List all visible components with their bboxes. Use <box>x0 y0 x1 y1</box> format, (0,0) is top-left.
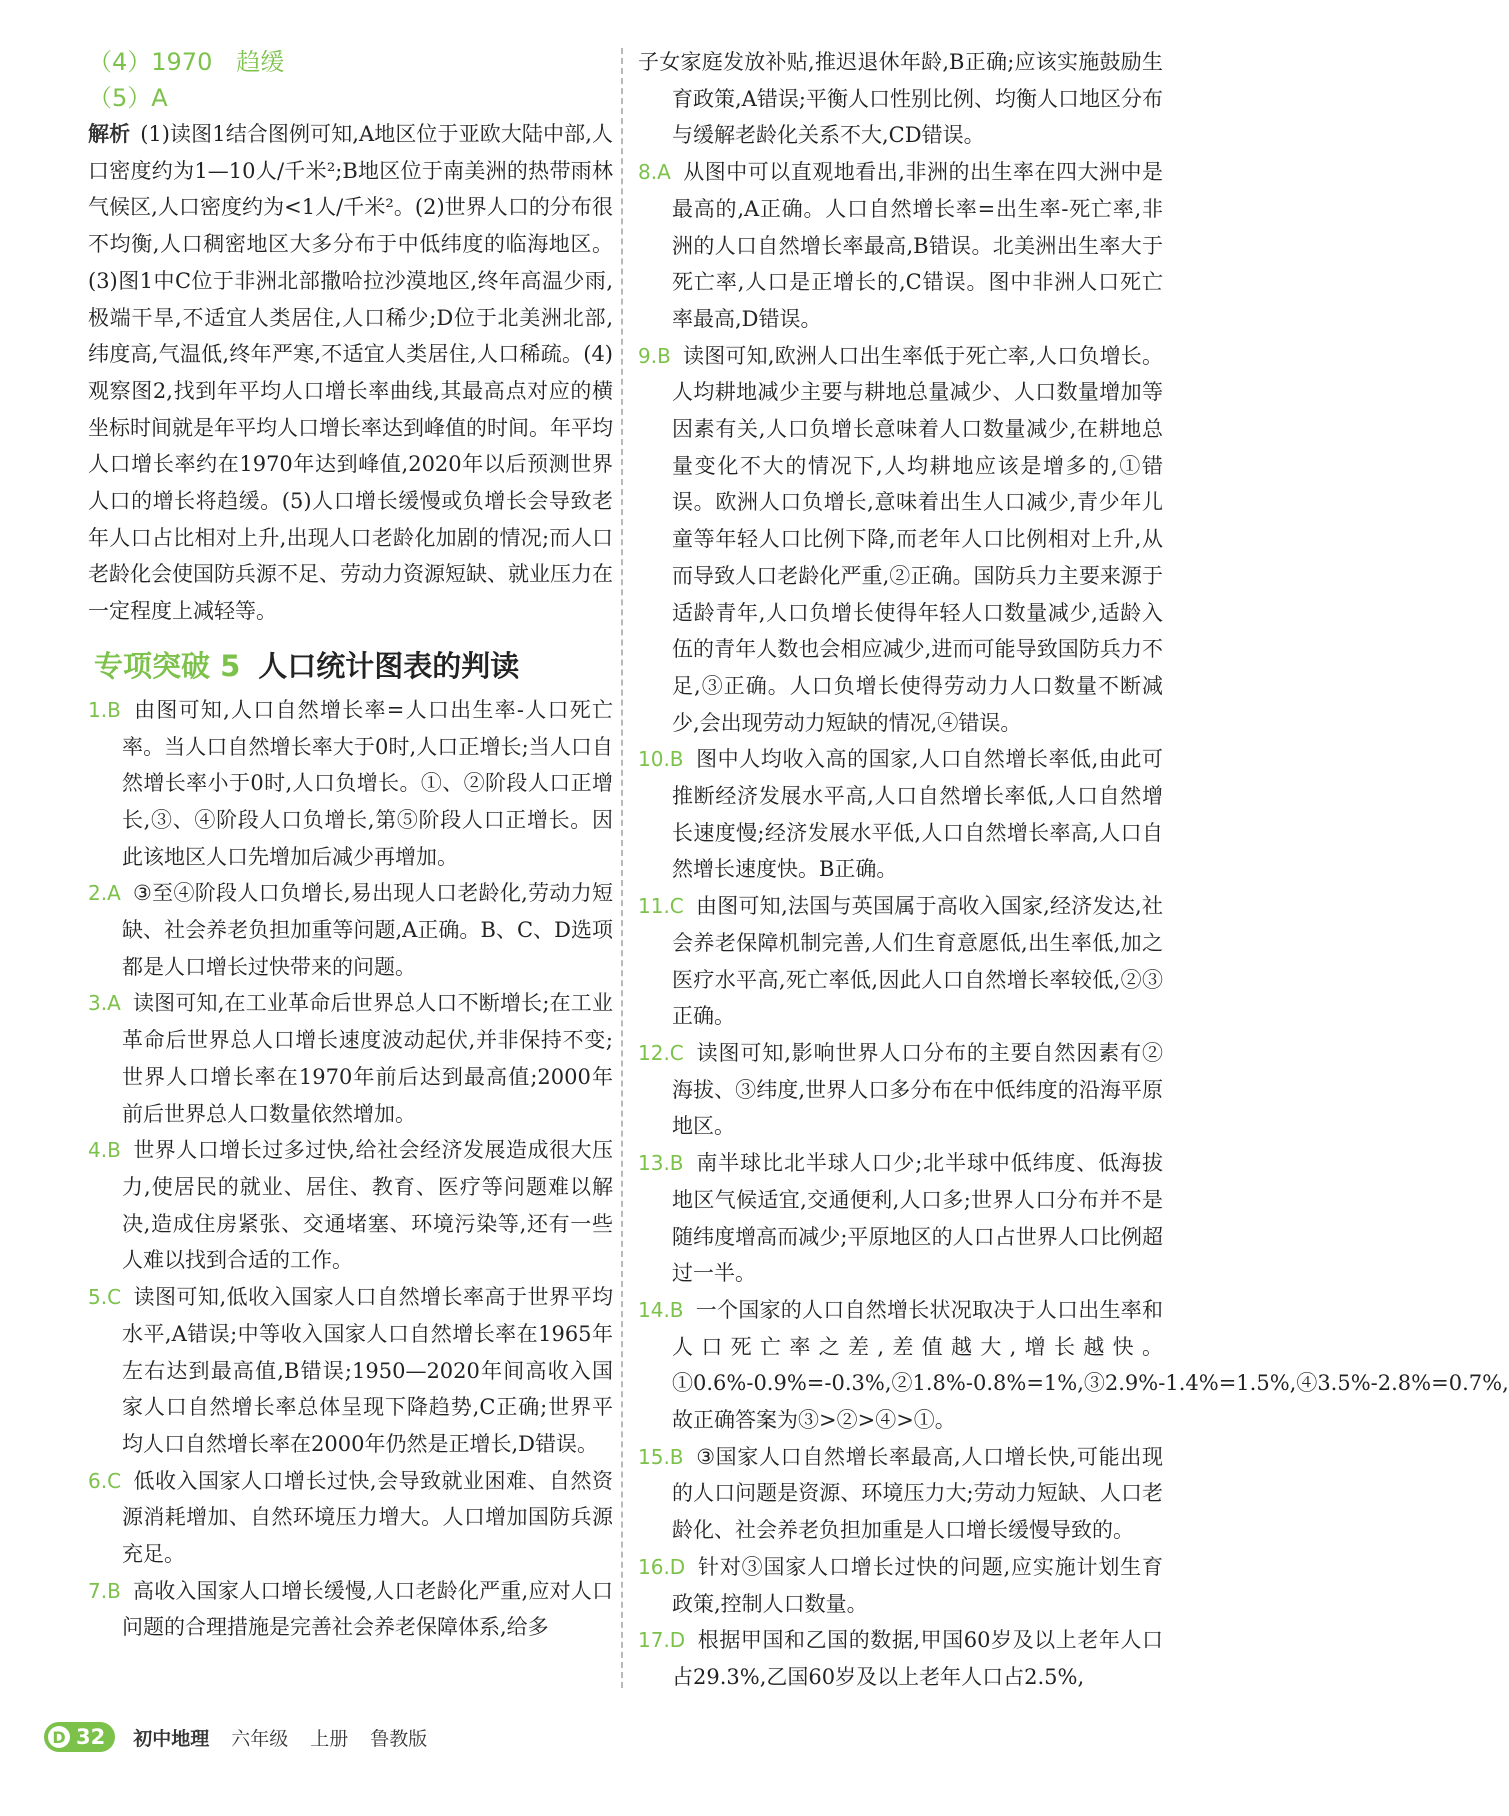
item-text: 由图可知,法国与英国属于高收入国家,经济发达,社会养老保障机制完善,人们生育意愿低,出生率低,加之医疗水平高,死亡率低,因此人口自然增长率较低,②③正确。 <box>672 894 1163 1029</box>
item-number: 16.D <box>638 1554 686 1579</box>
item-number: 7.B <box>88 1578 121 1603</box>
section-prefix: 专项突破 5 <box>94 648 241 683</box>
badge-letter: D <box>48 1726 70 1748</box>
section-title: 人口统计图表的判读 <box>258 648 520 683</box>
answer-item <box>88 1463 613 1573</box>
item-text: 图中人均收入高的国家,人口自然增长率低,由此可推断经济发展水平高,人口自然增长率低,人口自然增长速度慢;经济发展水平低,人口自然增长率高,人口自然增长速度快。B正确。 <box>672 747 1163 882</box>
analysis-text: (1)读图1结合图例可知,A地区位于亚欧大陆中部,人口密度约为1—10人/千米²;B地区位于南美洲的热带雨林气候区,人口密度约为<1人/千米²。(2)世界人口的分布很不均衡,人口稠密地区大多分布于中低纬度的临海地区。(3)图1中C位于非洲北部撒哈拉沙漠地区,终年高温少雨,极端干旱,不适宜人类居住,人口稀少;D位于北美洲北部,纬度高,气温低,终年严寒,不适宜人类居住,人口稀疏。(4)观察图2,找到年平均人口增长率曲线,其最高点对应的横坐标时间就是年平均人口增长率达到峰值的时间。年平均人口增长率约在1970年达到峰值,2020年以后预测世界人口的增长将趋缓。(5)人口增长缓慢或负增长会导致老年人口占比相对上升,出现人口老龄化加剧的情况;而人口老龄化会使国防兵源不足、劳动力资源短缺、就业压力在一定程度上减轻等。 <box>88 122 614 624</box>
item-text: 南半球比北半球人口少;北半球中低纬度、低海拔地区气候适宜,交通便利,人口多;世界人口分布并不是随纬度增高而减少;平原地区的人口占世界人口比例超过一半。 <box>672 1151 1163 1286</box>
volume-label: 上册 <box>310 1727 349 1750</box>
item-number: 13.B <box>638 1151 684 1176</box>
item-text: 读图可知,在工业革命后世界总人口不断增长;在工业革命后世界总人口增长速度波动起伏,并非保持不变;世界人口增长率在1970年前后达到最高值;2000年前后世界总人口数量依然增加。 <box>122 991 613 1126</box>
column-divider <box>621 48 623 1688</box>
section-heading <box>94 644 613 688</box>
answer-item <box>638 888 1163 1035</box>
answer-item <box>88 985 613 1132</box>
answer-item <box>638 1549 1163 1622</box>
item-text: ③国家人口自然增长率最高,人口增长快,可能出现的人口问题是资源、环境压力大;劳动力短缺、人口老龄化、社会养老负担加重是人口增长缓慢导致的。 <box>672 1444 1163 1543</box>
item-text: 针对③国家人口增长过快的问题,应实施计划生育政策,控制人口数量。 <box>672 1554 1163 1616</box>
answer-item <box>88 1132 613 1279</box>
edition-label: 鲁教版 <box>370 1727 428 1750</box>
item-number: 15.B <box>638 1444 684 1469</box>
page-badge <box>44 1722 115 1752</box>
item-number: 9.B <box>638 343 671 368</box>
page-footer <box>44 1720 449 1754</box>
answer-line-5: （5）A <box>88 84 168 112</box>
answer-item <box>638 1035 1163 1145</box>
answer-item <box>88 692 613 876</box>
subject-label: 初中地理 <box>133 1727 210 1750</box>
item-text: 读图可知,低收入国家人口自然增长率高于世界平均水平,A错误;中等收入国家人口自然增长率在1965年左右达到最高值,B错误;1950—2020年间高收入国家人口自然增长率总体呈现下降趋势,C正确;世界平均人口自然增长率在2000年仍然是正增长,D错误。 <box>122 1285 613 1456</box>
item-number: 5.C <box>88 1285 122 1310</box>
answer-item <box>88 1573 613 1646</box>
item-text: 低收入国家人口增长过快,会导致就业困难、自然资源消耗增加、自然环境压力增大。人口增加国防兵源充足。 <box>122 1468 613 1567</box>
answer-item <box>638 1622 1163 1695</box>
answer-item <box>638 338 1163 742</box>
item-text: 由图可知,人口自然增长率=人口出生率-人口死亡率。当人口自然增长率大于0时,人口正增长;当人口自然增长率小于0时,人口负增长。①、②阶段人口正增长,③、④阶段人口负增长,第⑤阶段人口正增长。因此该地区人口先增加后减少再增加。 <box>122 697 613 869</box>
item-number: 10.B <box>638 747 684 772</box>
item-text: 一个国家的人口自然增长状况取决于人口出生率和人口死亡率之差,差值越大,增长越快。①0.6%-0.9%=-0.3%,②1.8%-0.8%=1%,③2.9%-1.4%=1.5%,④3.5%-2.8%=0.7%,故正确答案为③>②>④>①。 <box>672 1297 1509 1433</box>
item-text: 高收入国家人口增长缓慢,人口老龄化严重,应对人口问题的合理措施是完善社会养老保障体系,给多 <box>122 1578 613 1640</box>
answer-item <box>638 154 1163 338</box>
analysis-paragraph <box>88 116 613 630</box>
left-column <box>88 44 613 1646</box>
answer-item <box>638 1145 1163 1292</box>
item-number: 3.A <box>88 991 121 1016</box>
analysis-label: 解析 <box>88 122 131 146</box>
continuation-text: 子女家庭发放补贴,推迟退休年龄,B正确;应该实施鼓励生育政策,A错误;平衡人口性别比例、均衡人口地区分布与缓解老龄化关系不大,CD错误。 <box>638 50 1163 148</box>
item-number: 6.C <box>88 1468 122 1493</box>
item-text: 从图中可以直观地看出,非洲的出生率在四大洲中是最高的,A正确。人口自然增长率=出生率-死亡率,非洲的人口自然增长率最高,B错误。北美洲出生率大于死亡率,人口是正增长的,C错误。图中非洲人口死亡率最高,D错误。 <box>672 160 1163 331</box>
answer-line-4: （4）1970 趋缓 <box>88 48 285 76</box>
item-number: 17.D <box>638 1628 686 1653</box>
item-number: 12.C <box>638 1040 684 1065</box>
item-number: 2.A <box>88 881 121 906</box>
item-number: 8.A <box>638 160 671 185</box>
answer-item <box>638 1292 1509 1439</box>
item-text: 读图可知,欧洲人口出生率低于死亡率,人口负增长。人均耕地减少主要与耕地总量减少、人口数量增加等因素有关,人口负增长意味着人口数量减少,在耕地总量变化不大的情况下,人均耕地应该是增多的,①错误。欧洲人口负增长,意味着出生人口减少,青少年儿童等年轻人口比例下降,而老年人口比例相对上升,从而导致人口老龄化严重,②正确。国防兵力主要来源于适龄青年,人口负增长使得年轻人口数量减少,适龄入伍的青年人数也会相应减少,进而可能导致国防兵力不足,③正确。人口负增长使得劳动力人口数量不断减少,会出现劳动力短缺的情况,④错误。 <box>672 343 1163 735</box>
item-text: ③至④阶段人口负增长,易出现人口老龄化,劳动力短缺、社会养老负担加重等问题,A正确。B、C、D选项都是人口增长过快带来的问题。 <box>122 881 613 979</box>
answer-item <box>88 1279 613 1463</box>
item-number: 14.B <box>638 1297 684 1322</box>
answer-item <box>638 1439 1163 1549</box>
item-number: 4.B <box>88 1138 121 1163</box>
page-number: 32 <box>76 1725 106 1749</box>
grade-label: 六年级 <box>231 1727 289 1750</box>
answer-item <box>638 741 1163 888</box>
item-text: 根据甲国和乙国的数据,甲国60岁及以上老年人口占29.3%,乙国60岁及以上老年人口占2.5%, <box>672 1628 1163 1689</box>
right-column <box>638 44 1509 1696</box>
item-number: 1.B <box>88 697 121 722</box>
item-text: 世界人口增长过多过快,给社会经济发展造成很大压力,使居民的就业、居住、教育、医疗等问题难以解决,造成住房紧张、交通堵塞、环境污染等,还有一些人难以找到合适的工作。 <box>122 1138 613 1273</box>
item-number: 11.C <box>638 894 684 919</box>
item-text: 读图可知,影响世界人口分布的主要自然因素有②海拔、③纬度,世界人口多分布在中低纬度的沿海平原地区。 <box>672 1040 1163 1139</box>
answer-item <box>88 875 613 985</box>
